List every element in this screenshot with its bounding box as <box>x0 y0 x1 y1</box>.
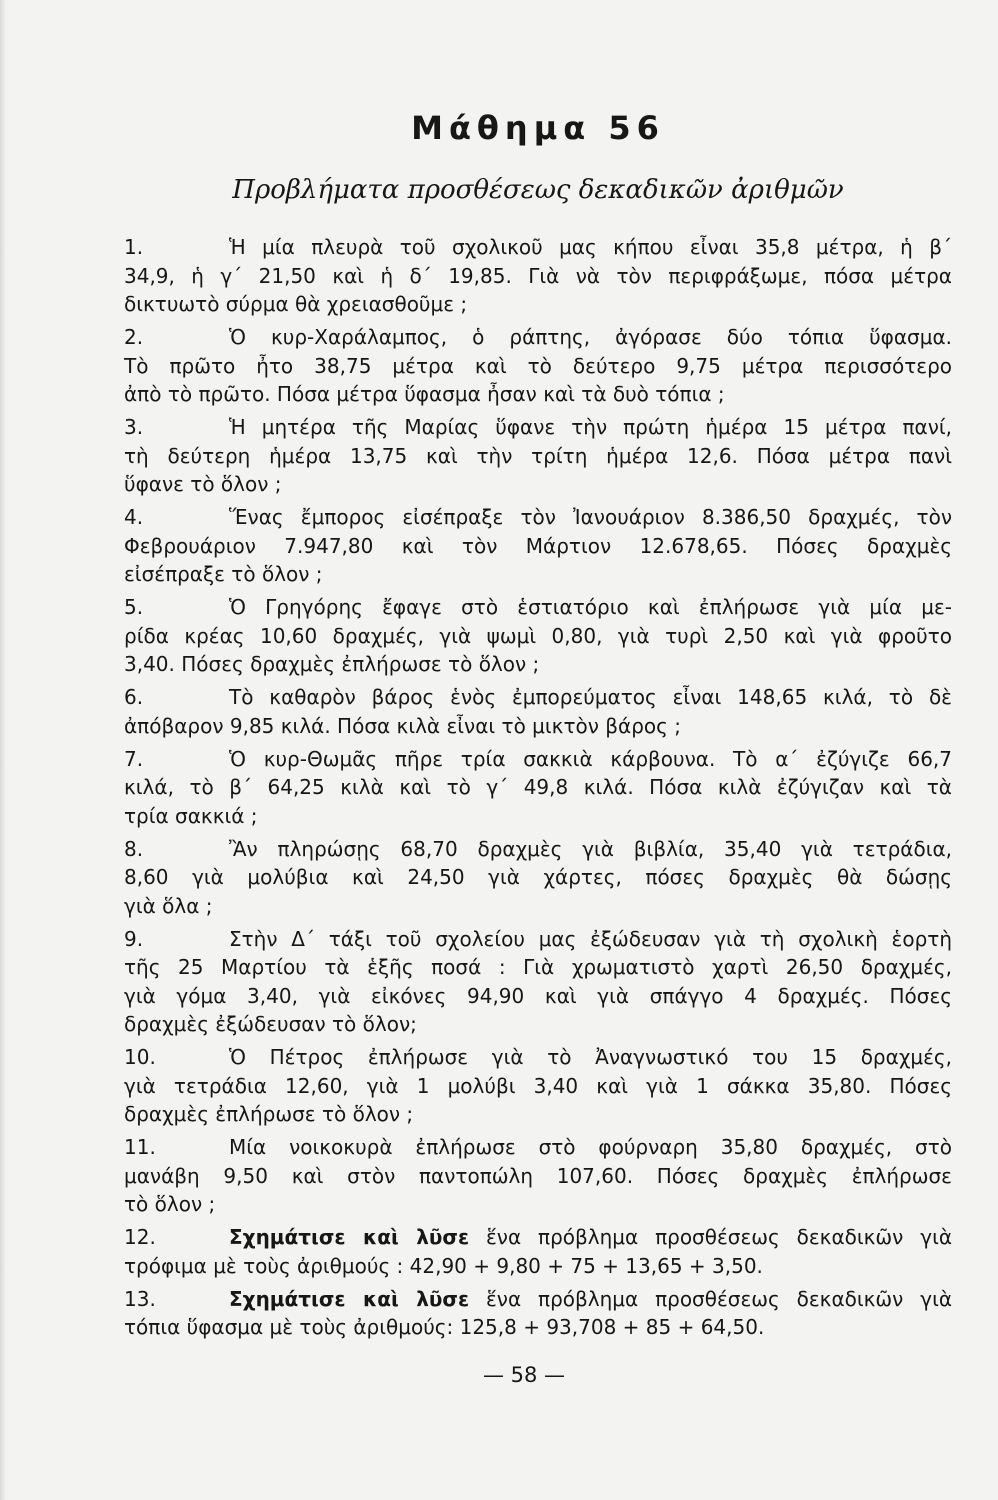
problem-line: κιλά, τὸ β΄ 64,25 κιλὰ καὶ τὸ γ΄ 49,8 κιλά. Πόσα κιλὰ ἐζύγιζαν καὶ τὰ <box>124 775 952 799</box>
problem-line: δραχμὲς ἐπλήρωσε τὸ ὅλον ; <box>124 1102 414 1126</box>
problem-number: 2. <box>124 325 144 349</box>
problem-line <box>124 925 952 954</box>
problem-number: 12. <box>124 1225 156 1249</box>
problem-text: Ἕνας ἔμπορος εἰσέπραξε τὸν Ἰανουάριον 8.386,50 δραχμές, τὸν <box>229 505 952 529</box>
problem-line: ὕφανε τὸ ὅλον ; <box>124 472 282 496</box>
problem-text: Ὁ κυρ-Θωμᾶς πῆρε τρία σακκιὰ κάρβουνα. Τὸ α΄ ἐζύγιζε 66,7 <box>229 746 952 771</box>
problem-line <box>124 323 952 352</box>
page-title: Μάθημα 56 <box>411 109 665 147</box>
problem-line: γιὰ ὅλα ; <box>124 893 213 918</box>
problem-5 <box>124 593 952 679</box>
problem-number: 9. <box>124 926 144 951</box>
problem-number: 8. <box>124 836 144 861</box>
problem-line: 3,40. Πόσες δραχμὲς ἐπλήρωσε τὸ ὅλον ; <box>124 652 540 676</box>
problem-line: Φεβρουάριον 7.947,80 καὶ τὸν Μάρτιον 12.678,65. Πόσες δραχμὲς <box>124 533 952 558</box>
problem-number: 3. <box>124 415 144 439</box>
problem-text: Ὁ Πέτρος ἐπλήρωσε γιὰ τὸ Ἀναγνωστικό του 15 δραχμές, <box>229 1045 952 1069</box>
problem-line: τὴ δεύτερη ἡμέρα 13,75 καὶ τὴν τρίτη ἡμέρα 12,6. Πόσα μέτρα πανὶ <box>124 443 952 468</box>
problem-line <box>124 413 952 442</box>
problem-line <box>124 1133 952 1162</box>
problem-line: ἀπόβαρον 9,85 κιλά. Πόσα κιλὰ εἶναι τὸ μικτὸν βάρος ; <box>124 713 681 738</box>
problem-number: 4. <box>124 505 144 529</box>
problem-line: 8,60 γιὰ μολύβια καὶ 24,50 γιὰ χάρτες, πόσες δραχμὲς θὰ δώσῃς <box>124 865 952 889</box>
problem-4 <box>124 503 952 589</box>
problem-7 <box>124 745 952 831</box>
page-number: — 58 — <box>482 1363 566 1387</box>
problem-text: Μία νοικοκυρὰ ἐπλήρωσε στὸ φούρναρη 35,80 δραχμές, στὸ <box>229 1135 952 1159</box>
problem-12 <box>124 1223 952 1280</box>
problem-text: Ὁ Γρηγόρης ἔφαγε στὸ ἑστιατόριο καὶ ἐπλήρωσε γιὰ μία με- <box>229 595 952 619</box>
problem-13 <box>124 1285 952 1342</box>
problem-line: Τὸ πρῶτο ἦτο 38,75 μέτρα καὶ τὸ δεύτερο 9,75 μέτρα περισσότερο <box>124 353 952 378</box>
problem-number: 13. <box>124 1286 156 1311</box>
problem-line: γιὰ γόμα 3,40, γιὰ εἰκόνες 94,90 καὶ γιὰ σπάγγο 4 δραχμές. Πόσες <box>124 983 952 1008</box>
problem-line <box>124 593 952 622</box>
problem-number: 6. <box>124 685 144 709</box>
problem-line: μανάβη 9,50 καὶ στὸν παντοπώλη 107,60. Πόσες δραχμὲς ἐπλήρωσε <box>124 1163 952 1188</box>
problem-text: Ἡ μία πλευρὰ τοῦ σχολικοῦ μας κήπου εἶναι 35,8 μέτρα, ἡ β΄ <box>229 235 952 259</box>
problem-line <box>124 1043 952 1072</box>
problem-2 <box>124 323 952 409</box>
problem-10 <box>124 1043 952 1129</box>
problem-line <box>124 1223 952 1252</box>
problem-line: τῆς 25 Μαρτίου τὰ ἑξῆς ποσά : Γιὰ χρωματιστὸ χαρτὶ 26,50 δραχμές, <box>124 955 952 979</box>
scan-edge-shadow <box>0 0 6 1500</box>
problem-instruction-bold: Σχημάτισε καὶ λῦσε <box>229 1225 470 1249</box>
problem-number: 7. <box>124 746 144 771</box>
problem-text: ἕνα πρόβλημα προσθέσεως δεκαδικῶν γιὰ <box>486 1225 952 1249</box>
problem-line: τὸ ὅλον ; <box>124 1192 216 1216</box>
problem-line <box>124 233 952 262</box>
problem-line: τόπια ὕφασμα μὲ τοὺς ἀριθμούς: 125,8 + 93,708 + 85 + 64,50. <box>124 1315 765 1339</box>
problem-text: Ἡ μητέρα τῆς Μαρίας ὕφανε τὴν πρώτη ἡμέρα 15 μέτρα πανί, <box>229 415 952 439</box>
problem-line: τρόφιμα μὲ τοὺς ἀριθμούς : 42,90 + 9,80 + 75 + 13,65 + 3,50. <box>124 1253 763 1278</box>
problem-line <box>124 683 952 712</box>
problem-line <box>124 745 952 774</box>
problem-line: δικτυωτὸ σύρμα θὰ χρειασθοῦμε ; <box>124 292 468 316</box>
problem-text: Στὴν Δ΄ τάξι τοῦ σχολείου μας ἐξώδευσαν γιὰ τὴ σχολικὴ ἑορτὴ <box>229 926 952 951</box>
problem-1 <box>124 233 952 319</box>
problem-3 <box>124 413 952 499</box>
problem-text: Τὸ καθαρὸν βάρος ἑνὸς ἐμπορεύματος εἶναι 148,65 κιλά, τὸ δὲ <box>229 685 952 709</box>
problem-list <box>124 233 952 1342</box>
problem-line: δραχμὲς ἐξώδευσαν τὸ ὅλον; <box>124 1012 417 1036</box>
problem-line <box>124 835 952 864</box>
problem-text: Ἂν πληρώσῃς 68,70 δραχμὲς γιὰ βιβλία, 35,40 γιὰ τετράδια, <box>229 836 952 861</box>
problem-text: ἕνα πρόβλημα προσθέσεως δεκαδικῶν γιὰ <box>486 1286 952 1311</box>
problem-line: τρία σακκιά ; <box>124 803 258 828</box>
problem-6 <box>124 683 952 740</box>
problem-line: ρίδα κρέας 10,60 δραχμές, γιὰ ψωμὶ 0,80, γιὰ τυρὶ 2,50 καὶ γιὰ φροῦτο <box>124 623 952 648</box>
problem-11 <box>124 1133 952 1219</box>
problem-number: 1. <box>124 235 144 259</box>
problem-number: 5. <box>124 595 144 619</box>
problem-text: Ὁ κυρ-Χαράλαμπος, ὁ ράπτης, ἀγόρασε δύο τόπια ὕφασμα. <box>229 325 952 349</box>
problem-9 <box>124 925 952 1039</box>
problem-line <box>124 1285 952 1314</box>
problem-line: γιὰ τετράδια 12,60, γιὰ 1 μολύβι 3,40 καὶ γιὰ 1 σάκκα 35,80. Πόσες <box>124 1073 952 1098</box>
problem-number: 11. <box>124 1135 156 1159</box>
problem-number: 10. <box>124 1045 156 1069</box>
problem-8 <box>124 835 952 921</box>
problem-line <box>124 503 952 532</box>
problem-line: εἰσέπραξε τὸ ὅλον ; <box>124 562 323 586</box>
lesson-subtitle: Προβλήματα προσθέσεως δεκαδικῶν ἀριθμῶν <box>232 175 844 205</box>
problem-line: ἀπὸ τὸ πρῶτο. Πόσα μέτρα ὕφασμα ἦσαν καὶ τὰ δυὸ τόπια ; <box>124 382 725 406</box>
problem-line: 34,9, ἡ γ΄ 21,50 καὶ ἡ δ΄ 19,85. Γιὰ νὰ τὸν περιφράξωμε, πόσα μέτρα <box>124 263 952 288</box>
problem-instruction-bold: Σχημάτισε καὶ λῦσε <box>229 1286 470 1311</box>
